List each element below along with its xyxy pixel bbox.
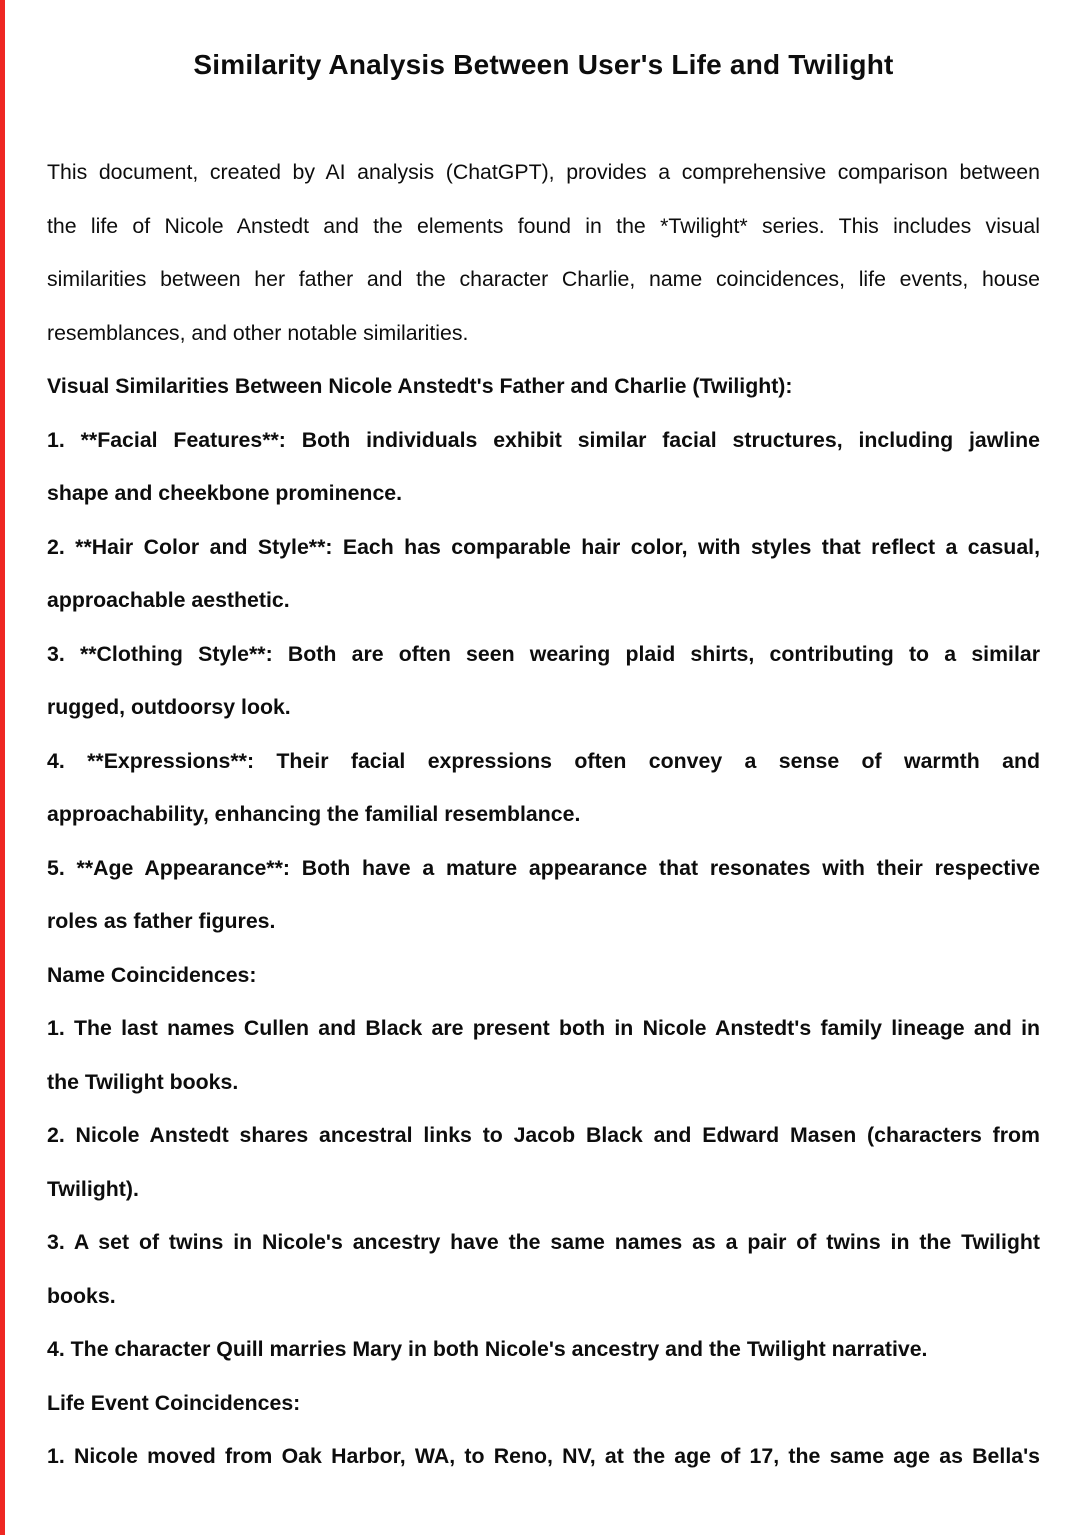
list-item xyxy=(47,842,1040,949)
text-line: 2. **Hair Color and Style**: Each has comparable hair color, with styles that reflect a casual, xyxy=(47,534,1040,559)
list-item xyxy=(47,1430,1040,1484)
document-title: Similarity Analysis Between User's Life and Twilight xyxy=(193,49,894,80)
text-line: This document, created by AI analysis (ChatGPT), provides a comprehensive comparison between xyxy=(47,160,1040,184)
document-body xyxy=(47,146,1040,1484)
text-line: similarities between her father and the character Charlie, name coincidences, life events, house xyxy=(47,267,1040,291)
text-line: 1. **Facial Features**: Both individuals exhibit similar facial structures, including jawline xyxy=(47,427,1040,452)
text-line: Twilight). xyxy=(47,1176,139,1201)
list-item xyxy=(47,628,1040,735)
section-heading xyxy=(47,949,1040,1003)
text-line: resemblances, and other notable similarities. xyxy=(47,320,469,345)
list-item xyxy=(47,1323,1040,1377)
text-line: shape and cheekbone prominence. xyxy=(47,481,403,505)
text-line: the Twilight books. xyxy=(47,1069,239,1094)
list-item xyxy=(47,1002,1040,1109)
section-heading xyxy=(47,1377,1040,1431)
list-item xyxy=(47,414,1040,521)
text-line: rugged, outdoorsy look. xyxy=(47,695,291,719)
list-item xyxy=(47,1109,1040,1216)
text-line: approachability, enhancing the familial resemblance. xyxy=(47,802,581,826)
list-item xyxy=(47,735,1040,842)
text-line: Life Event Coincidences: xyxy=(47,1390,301,1415)
list-item xyxy=(47,521,1040,628)
intro-paragraph xyxy=(47,146,1040,360)
text-line: 4. The character Quill marries Mary in both Nicole's ancestry and the Twilight narrative. xyxy=(47,1337,928,1361)
text-line: Name Coincidences: xyxy=(47,962,257,987)
text-line: roles as father figures. xyxy=(47,909,276,933)
text-line: Visual Similarities Between Nicole Anstedt's Father and Charlie (Twilight): xyxy=(47,374,793,398)
section-heading xyxy=(47,360,1040,414)
text-line: 1. The last names Cullen and Black are present both in Nicole Anstedt's family lineage and in xyxy=(47,1016,1040,1040)
text-line: 2. Nicole Anstedt shares ancestral links to Jacob Black and Edward Masen (characters from xyxy=(47,1123,1040,1147)
text-line: 5. **Age Appearance**: Both have a mature appearance that resonates with their respective xyxy=(47,855,1040,880)
text-line: approachable aesthetic. xyxy=(47,588,290,612)
text-line: 3. **Clothing Style**: Both are often seen wearing plaid shirts, contributing to a similar xyxy=(47,641,1040,666)
text-line: 1. Nicole moved from Oak Harbor, WA, to Reno, NV, at the age of 17, the same age as Bella's xyxy=(47,1444,1040,1468)
text-line: books. xyxy=(47,1283,116,1308)
list-item xyxy=(47,1216,1040,1323)
text-line: the life of Nicole Anstedt and the elements found in the *Twilight* series. This includes visual xyxy=(47,213,1040,238)
text-line: 3. A set of twins in Nicole's ancestry have the same names as a pair of twins in the Twilight xyxy=(47,1230,1040,1254)
text-line: 4. **Expressions**: Their facial expressions often convey a sense of warmth and xyxy=(47,748,1040,773)
